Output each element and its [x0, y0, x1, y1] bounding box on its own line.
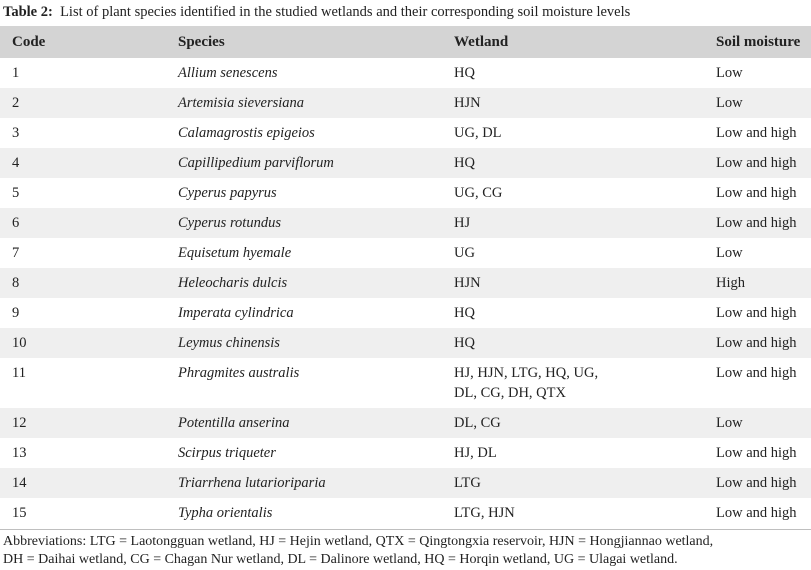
cell-code: 4 — [12, 155, 20, 171]
cell-wetland: HJ, DL — [454, 445, 497, 461]
header-code: Code — [12, 33, 46, 50]
cell-soil-moisture: Low and high — [716, 185, 797, 201]
table-row — [0, 208, 811, 238]
cell-soil-moisture: Low — [716, 415, 743, 431]
cell-species: Triarrhena lutarioriparia — [178, 475, 326, 491]
table-row — [0, 328, 811, 358]
cell-wetland: DL, CG — [454, 415, 501, 431]
cell-wetland: LTG — [454, 475, 481, 491]
cell-wetland: HQ — [454, 305, 475, 321]
table-caption — [3, 2, 630, 22]
cell-soil-moisture: Low and high — [716, 125, 797, 141]
cell-soil-moisture: Low and high — [716, 335, 797, 351]
cell-code: 11 — [12, 365, 26, 381]
cell-species: Allium senescens — [178, 65, 278, 81]
table-row — [0, 238, 811, 268]
cell-code: 2 — [12, 95, 20, 111]
footnote-line-1: Abbreviations: LTG = Laotongguan wetland, HJ = Hejin wetland, QTX = Qingtongxia reservoir, HJN = Hongjiannao wetland, — [3, 534, 714, 549]
header-row — [0, 26, 811, 58]
cell-wetland: HJN — [454, 95, 481, 111]
cell-code: 6 — [12, 215, 20, 231]
cell-soil-moisture: Low — [716, 245, 743, 261]
cell-soil-moisture: Low — [716, 95, 743, 111]
table-row — [0, 498, 811, 528]
cell-wetland: HQ — [454, 65, 475, 81]
table-row — [0, 148, 811, 178]
species-table — [0, 26, 811, 528]
footnote-line-2: DH = Daihai wetland, CG = Chagan Nur wetland, DL = Dalinore wetland, HQ = Horqin wetland, UG = Ulagai wetland. — [3, 552, 678, 567]
cell-species: Leymus chinensis — [178, 335, 280, 351]
cell-wetland: HQ — [454, 155, 475, 171]
footnote — [3, 533, 811, 569]
cell-wetland: HJN — [454, 275, 481, 291]
cell-species: Potentilla anserina — [178, 415, 290, 431]
cell-species: Cyperus papyrus — [178, 185, 277, 201]
cell-species: Equisetum hyemale — [178, 245, 292, 261]
table-row — [0, 468, 811, 498]
table-row — [0, 58, 811, 88]
cell-species: Cyperus rotundus — [178, 215, 281, 231]
table-row — [0, 268, 811, 298]
cell-soil-moisture: Low and high — [716, 365, 797, 381]
table-row — [0, 298, 811, 328]
cell-wetland-line-1: HJ, HJN, LTG, HQ, UG, — [454, 365, 599, 381]
table-caption-label: Table 2: — [3, 4, 53, 20]
cell-code: 7 — [12, 245, 20, 261]
header-species: Species — [178, 33, 225, 50]
cell-wetland: UG — [454, 245, 475, 261]
cell-code: 8 — [12, 275, 20, 291]
table-row — [0, 358, 811, 408]
cell-species: Capillipedium parviflorum — [178, 155, 334, 171]
table-row — [0, 438, 811, 468]
cell-soil-moisture: Low and high — [716, 155, 797, 171]
cell-soil-moisture: High — [716, 275, 745, 291]
cell-code: 15 — [12, 505, 27, 521]
table-header — [0, 26, 811, 58]
cell-species: Imperata cylindrica — [178, 305, 294, 321]
cell-species: Scirpus triqueter — [178, 445, 276, 461]
cell-wetland: HQ — [454, 335, 475, 351]
cell-soil-moisture: Low — [716, 65, 743, 81]
cell-soil-moisture: Low and high — [716, 445, 797, 461]
cell-soil-moisture: Low and high — [716, 505, 797, 521]
table-row — [0, 88, 811, 118]
cell-wetland: HJ — [454, 215, 471, 231]
cell-wetland: LTG, HJN — [454, 505, 515, 521]
header-soil-moisture: Soil moisture — [716, 33, 801, 50]
table-caption-text: List of plant species identified in the studied wetlands and their corresponding soil moisture levels — [60, 4, 631, 20]
cell-code: 1 — [12, 65, 20, 81]
table-row — [0, 178, 811, 208]
cell-soil-moisture: Low and high — [716, 305, 797, 321]
cell-code: 13 — [12, 445, 27, 461]
cell-code: 12 — [12, 415, 27, 431]
cell-species: Heleocharis dulcis — [178, 275, 288, 291]
cell-code: 9 — [12, 305, 20, 321]
cell-wetland-line-2: DL, CG, DH, QTX — [454, 385, 566, 401]
cell-wetland: UG, DL — [454, 125, 502, 141]
cell-wetland: UG, CG — [454, 185, 503, 201]
cell-species: Artemisia sieversiana — [178, 95, 305, 111]
cell-wetland — [442, 358, 704, 408]
cell-code: 10 — [12, 335, 27, 351]
table-row — [0, 408, 811, 438]
cell-soil-moisture: Low and high — [716, 475, 797, 491]
cell-soil-moisture: Low and high — [716, 215, 797, 231]
cell-species: Typha orientalis — [178, 505, 273, 521]
cell-species: Phragmites australis — [178, 365, 300, 381]
cell-species: Calamagrostis epigeios — [178, 125, 315, 141]
header-wetland: Wetland — [454, 33, 509, 50]
cell-code: 3 — [12, 125, 20, 141]
footnote-divider — [0, 529, 811, 530]
table-row — [0, 118, 811, 148]
cell-code: 14 — [12, 475, 27, 491]
table-body — [0, 58, 811, 528]
cell-code: 5 — [12, 185, 20, 201]
